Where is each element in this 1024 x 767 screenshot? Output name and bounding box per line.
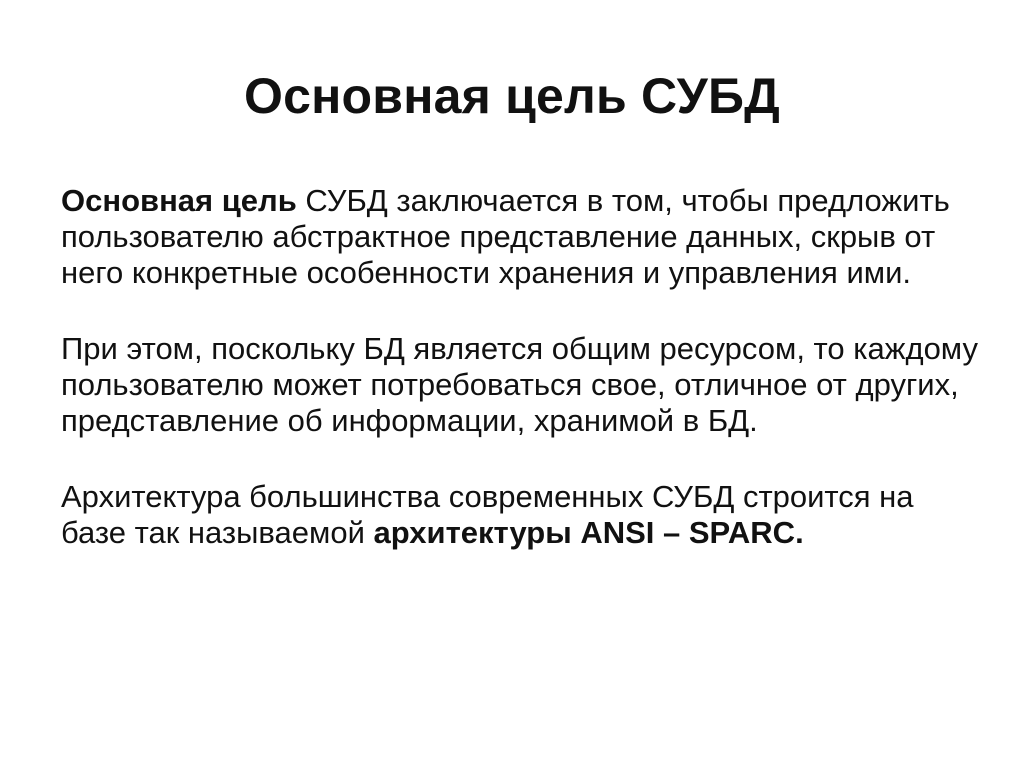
paragraph-architecture [61,479,981,551]
bold-tail-text: архитектуры ANSI – SPARC. [373,515,804,550]
paragraph-text: Архитектура большинства современных СУБД строится на базе так называемой [61,479,914,550]
slide-title: Основная цель СУБД [244,68,780,124]
bold-lead-text: Основная цель [61,183,297,218]
paragraph-text: При этом, поскольку БД является общим ресурсом, то каждому пользователю может потребоваться свое, отличное от других, представление об информации, хранимой в БД. [61,331,978,438]
slide-body [61,183,981,591]
paragraph-goal [61,183,981,291]
paragraph-text: СУБД заключается в том, чтобы предложить пользователю абстрактное представление данных, скрыв от него конкретные особенности хранения и управления ими. [61,183,950,290]
paragraph-shared-resource [61,331,981,439]
